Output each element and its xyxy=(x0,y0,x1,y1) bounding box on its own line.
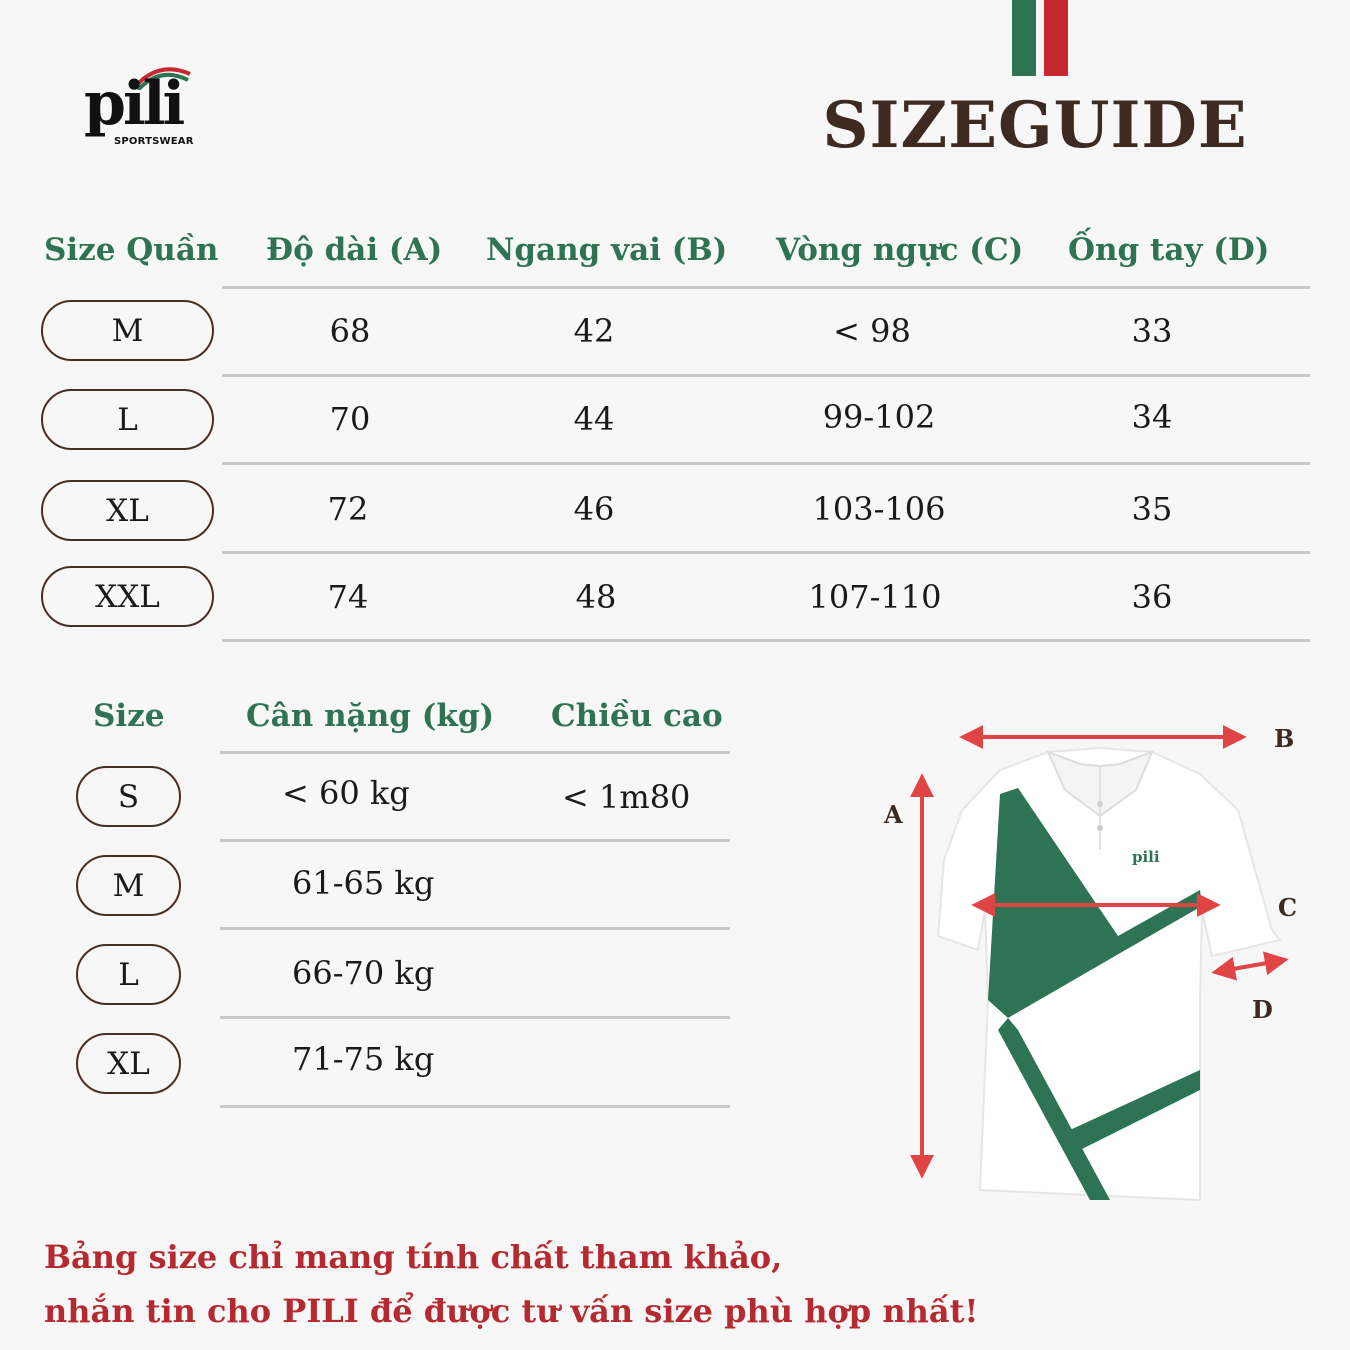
table-cell: 35 xyxy=(1131,490,1173,528)
table-cell: 107-110 xyxy=(808,578,942,616)
table-cell: 72 xyxy=(327,490,369,528)
shirt-logo-text: pili xyxy=(1132,848,1160,866)
table-cell: 71-75 kg xyxy=(292,1040,435,1078)
label-a: A xyxy=(884,800,903,829)
note-line-1: Bảng size chỉ mang tính chất tham khảo, xyxy=(44,1238,783,1276)
size-pill-s: S xyxy=(76,766,181,827)
table-cell: 44 xyxy=(573,400,615,438)
table2-header-size: Size xyxy=(93,698,165,734)
flag-stripes xyxy=(1012,0,1068,76)
polo-shirt-icon xyxy=(860,700,1320,1220)
table1-header-shoulder: Ngang vai (B) xyxy=(486,232,728,268)
table-cell: < 60 kg xyxy=(282,774,410,812)
table1-divider xyxy=(222,374,1310,377)
size-pill-xxl: XXL xyxy=(41,566,214,627)
table-cell: < 1m80 xyxy=(562,778,691,816)
label-c: C xyxy=(1278,893,1298,922)
table-cell: 99-102 xyxy=(822,398,936,436)
table1-divider xyxy=(222,286,1310,289)
table2-divider xyxy=(220,927,730,930)
size-pill-m: M xyxy=(41,300,214,361)
table-cell: 42 xyxy=(573,312,615,350)
arrow-d xyxy=(1216,960,1284,972)
table-cell: 48 xyxy=(575,578,617,616)
table1-divider xyxy=(222,639,1310,642)
table-cell: 66-70 kg xyxy=(292,954,435,992)
table1-divider xyxy=(222,551,1310,554)
table-cell: 33 xyxy=(1131,312,1173,350)
table-cell: < 98 xyxy=(833,312,911,350)
size-pill-xl: XL xyxy=(76,1033,181,1094)
size-pill-xl: XL xyxy=(41,480,214,541)
table1-header-size: Size Quần xyxy=(44,232,219,268)
label-d: D xyxy=(1252,995,1273,1024)
table2-divider xyxy=(220,1105,730,1108)
table2-header-weight: Cân nặng (kg) xyxy=(246,698,495,734)
table-cell: 46 xyxy=(573,490,615,528)
table2-divider xyxy=(220,1016,730,1019)
label-b: B xyxy=(1274,724,1295,753)
table-cell: 68 xyxy=(329,312,371,350)
size-pill-l: L xyxy=(41,389,214,450)
table2-header-height: Chiều cao xyxy=(551,698,723,734)
table1-header-chest: Vòng ngực (C) xyxy=(776,232,1024,268)
table-cell: 74 xyxy=(327,578,369,616)
table-cell: 61-65 kg xyxy=(292,864,435,902)
table1-header-sleeve: Ống tay (D) xyxy=(1068,232,1270,268)
table1-divider xyxy=(222,462,1310,465)
page-title: SIZEGUIDE xyxy=(822,88,1248,163)
brand-tagline: SPORTSWEAR xyxy=(114,136,194,147)
size-pill-m: M xyxy=(76,855,181,916)
brand-logo xyxy=(84,60,214,150)
table1-header-length: Độ dài (A) xyxy=(266,232,443,268)
table-cell: 36 xyxy=(1131,578,1173,616)
table2-divider xyxy=(220,839,730,842)
table-cell: 70 xyxy=(329,400,371,438)
brand-name: pili xyxy=(84,69,183,139)
table-cell: 34 xyxy=(1131,398,1173,436)
table2-divider xyxy=(220,751,730,754)
size-pill-l: L xyxy=(76,944,181,1005)
shirt-diagram xyxy=(860,700,1320,1220)
table-cell: 103-106 xyxy=(812,490,946,528)
note-line-2: nhắn tin cho PILI để được tư vấn size phù hợp nhất! xyxy=(44,1292,979,1330)
